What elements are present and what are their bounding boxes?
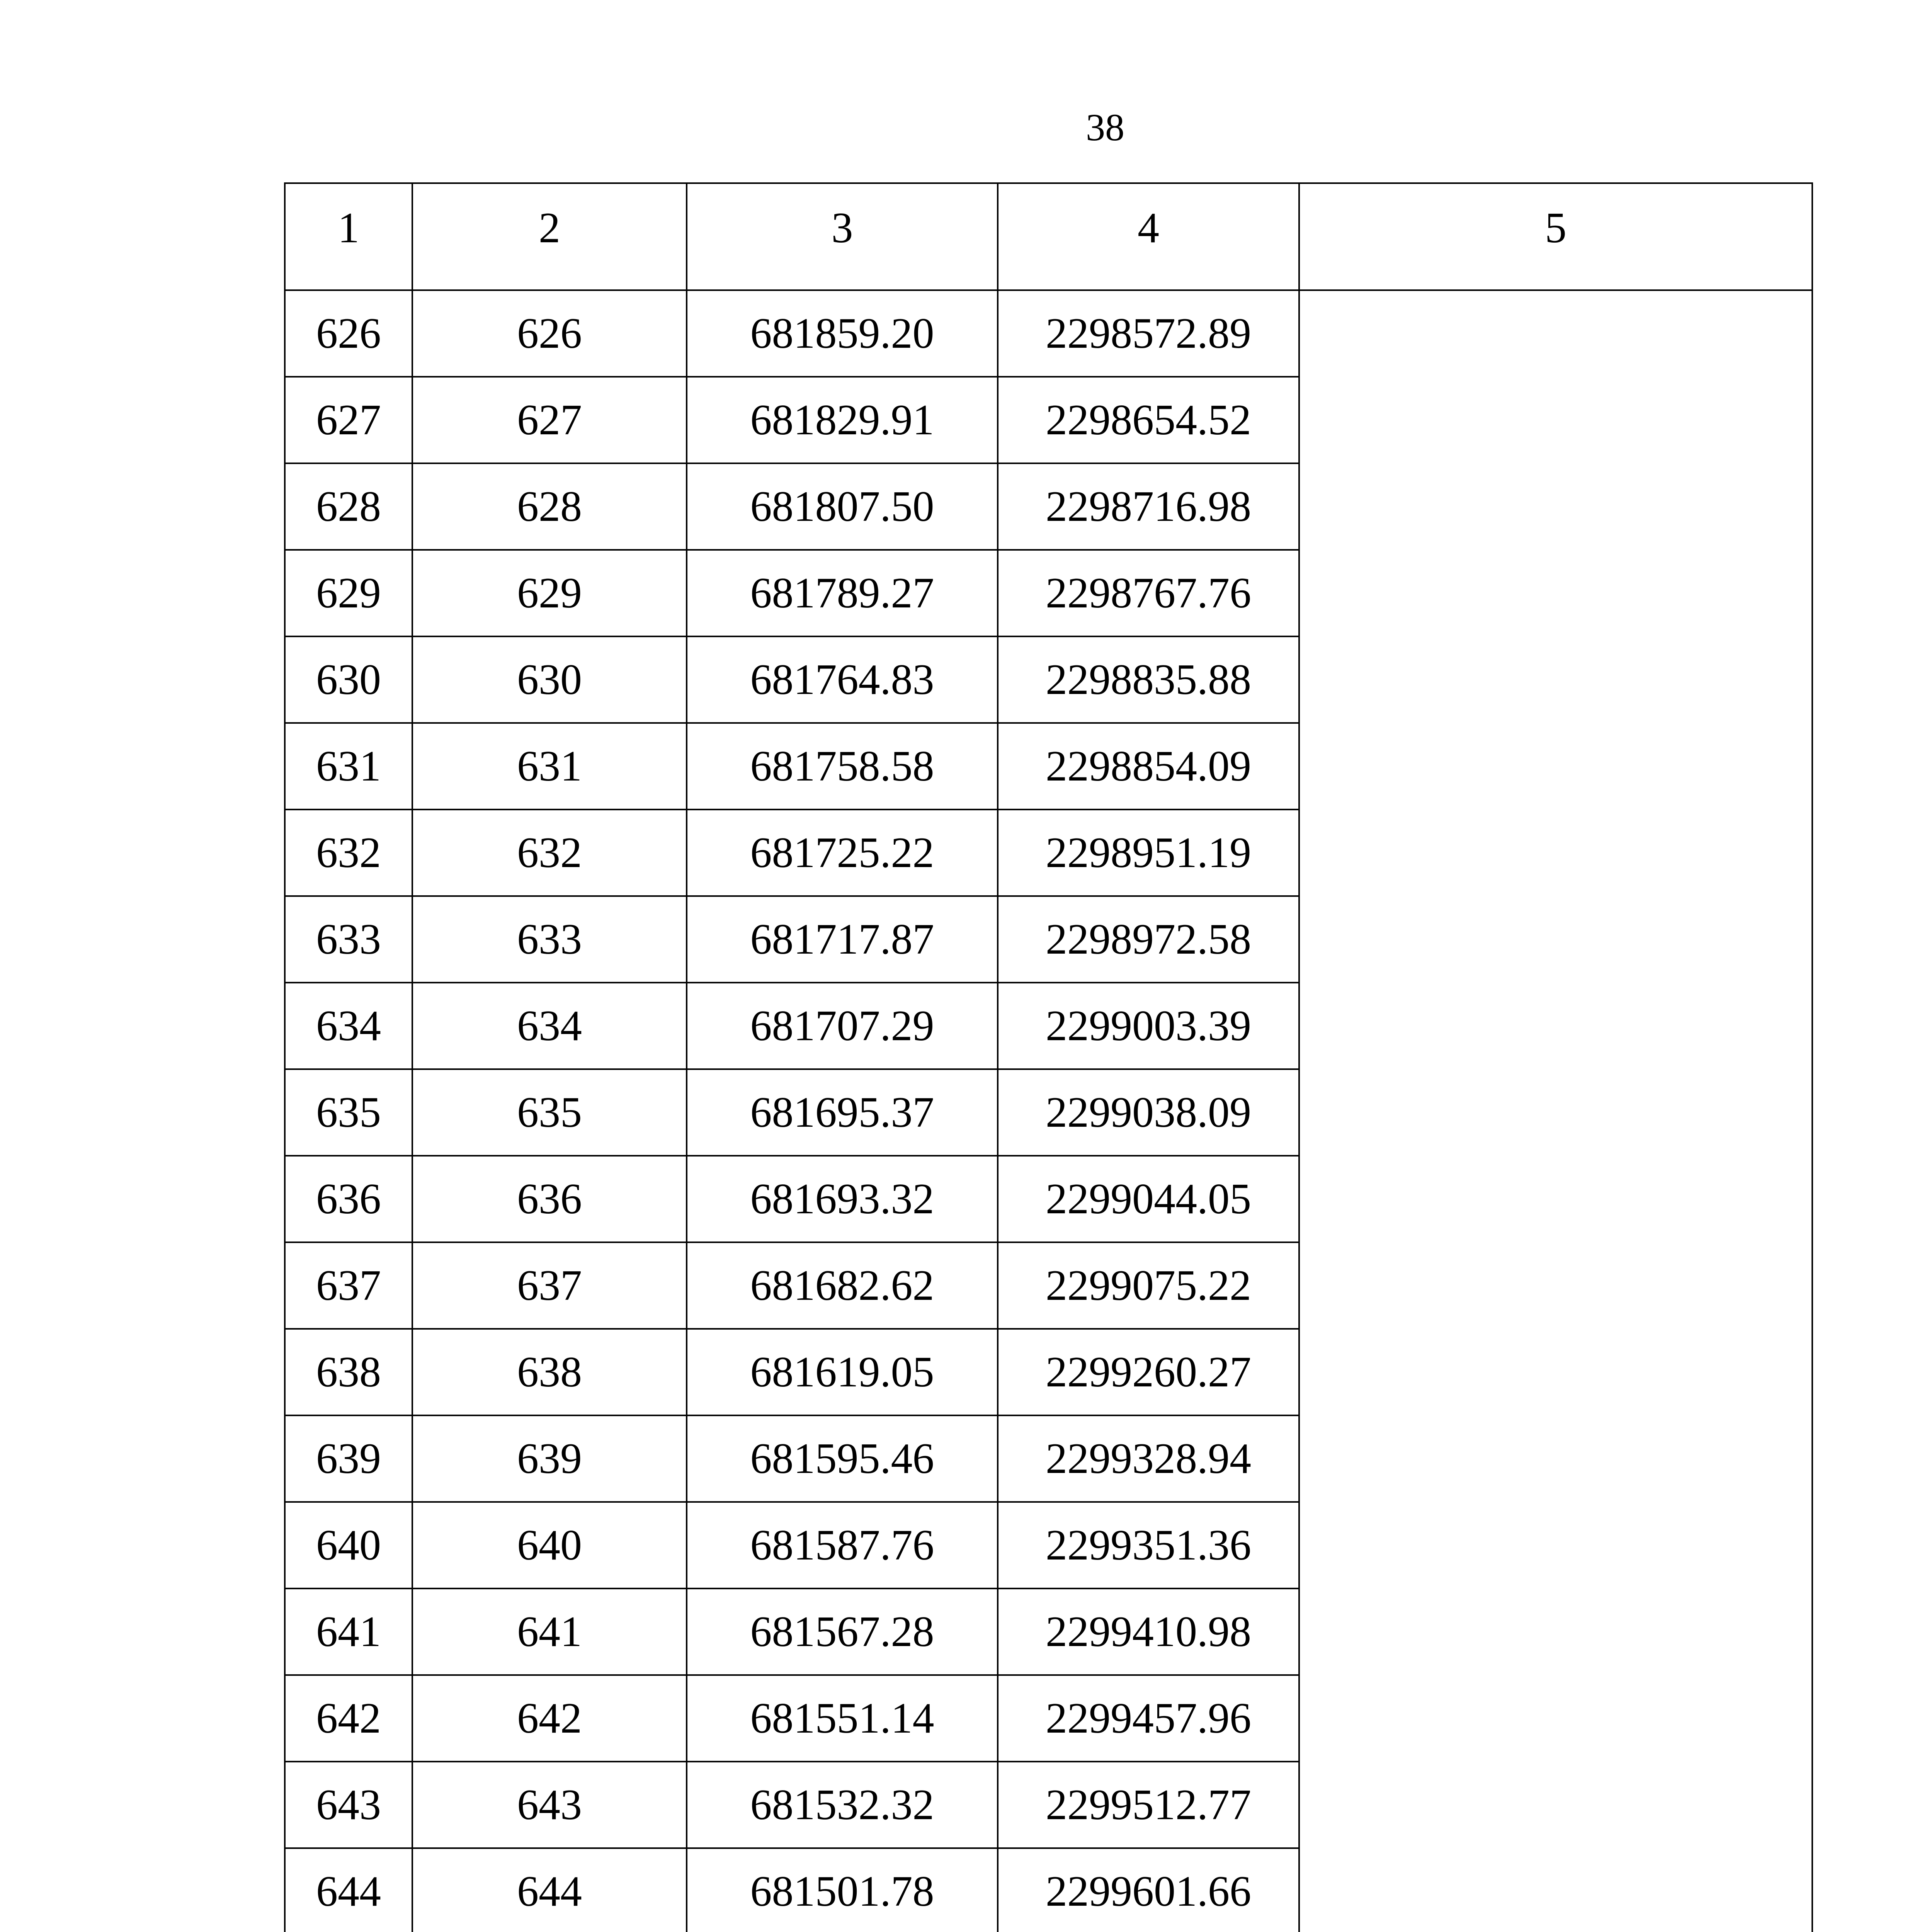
point-number-cell: 642 — [412, 1675, 687, 1762]
x-coordinate-cell: 681807.50 — [687, 463, 998, 550]
point-number-cell: 643 — [412, 1762, 687, 1848]
column-header-5: 5 — [1299, 183, 1812, 290]
table-row — [285, 290, 1812, 377]
point-number-cell: 644 — [412, 1848, 687, 1932]
point-number-cell: 641 — [412, 1588, 687, 1675]
x-coordinate-cell: 681764.83 — [687, 636, 998, 723]
point-number-cell: 627 — [412, 377, 687, 463]
y-coordinate-cell: 2299601.66 — [998, 1848, 1299, 1932]
column-header-2: 2 — [412, 183, 687, 290]
table-body — [285, 183, 1812, 1932]
point-number-cell: 628 — [412, 463, 687, 550]
row-number-cell: 635 — [285, 1069, 412, 1156]
coordinates-table — [284, 182, 1813, 1932]
point-number-cell: 629 — [412, 550, 687, 636]
x-coordinate-cell: 681551.14 — [687, 1675, 998, 1762]
point-number-cell: 634 — [412, 983, 687, 1069]
x-coordinate-cell: 681567.28 — [687, 1588, 998, 1675]
point-number-cell: 633 — [412, 896, 687, 983]
y-coordinate-cell: 2298951.19 — [998, 810, 1299, 896]
column-header-3: 3 — [687, 183, 998, 290]
row-number-cell: 639 — [285, 1415, 412, 1502]
row-number-cell: 630 — [285, 636, 412, 723]
x-coordinate-cell: 681595.46 — [687, 1415, 998, 1502]
y-coordinate-cell: 2299457.96 — [998, 1675, 1299, 1762]
x-coordinate-cell: 681758.58 — [687, 723, 998, 810]
row-number-cell: 628 — [285, 463, 412, 550]
row-number-cell: 640 — [285, 1502, 412, 1588]
y-coordinate-cell: 2299044.05 — [998, 1156, 1299, 1242]
y-coordinate-cell: 2299038.09 — [998, 1069, 1299, 1156]
row-number-cell: 641 — [285, 1588, 412, 1675]
x-coordinate-cell: 681695.37 — [687, 1069, 998, 1156]
row-number-cell: 629 — [285, 550, 412, 636]
column-header-1: 1 — [285, 183, 412, 290]
y-coordinate-cell: 2299075.22 — [998, 1242, 1299, 1329]
row-number-cell: 627 — [285, 377, 412, 463]
row-number-cell: 638 — [285, 1329, 412, 1415]
y-coordinate-cell: 2299410.98 — [998, 1588, 1299, 1675]
point-number-cell: 631 — [412, 723, 687, 810]
page-number: 38 — [1086, 106, 1124, 149]
table-header-row — [285, 183, 1812, 290]
row-number-cell: 636 — [285, 1156, 412, 1242]
point-number-cell: 639 — [412, 1415, 687, 1502]
y-coordinate-cell: 2298854.09 — [998, 723, 1299, 810]
x-coordinate-cell: 681682.62 — [687, 1242, 998, 1329]
x-coordinate-cell: 681693.32 — [687, 1156, 998, 1242]
row-number-cell: 643 — [285, 1762, 412, 1848]
point-number-cell: 636 — [412, 1156, 687, 1242]
row-number-cell: 632 — [285, 810, 412, 896]
x-coordinate-cell: 681707.29 — [687, 983, 998, 1069]
y-coordinate-cell: 2298835.88 — [998, 636, 1299, 723]
x-coordinate-cell: 681859.20 — [687, 290, 998, 377]
point-number-cell: 632 — [412, 810, 687, 896]
y-coordinate-cell: 2298972.58 — [998, 896, 1299, 983]
x-coordinate-cell: 681829.91 — [687, 377, 998, 463]
point-number-cell: 637 — [412, 1242, 687, 1329]
row-number-cell: 631 — [285, 723, 412, 810]
y-coordinate-cell: 2299328.94 — [998, 1415, 1299, 1502]
x-coordinate-cell: 681501.78 — [687, 1848, 998, 1932]
point-number-cell: 640 — [412, 1502, 687, 1588]
point-number-cell: 626 — [412, 290, 687, 377]
x-coordinate-cell: 681587.76 — [687, 1502, 998, 1588]
y-coordinate-cell: 2299512.77 — [998, 1762, 1299, 1848]
y-coordinate-cell: 2298654.52 — [998, 377, 1299, 463]
x-coordinate-cell: 681619.05 — [687, 1329, 998, 1415]
row-number-cell: 644 — [285, 1848, 412, 1932]
row-number-cell: 633 — [285, 896, 412, 983]
y-coordinate-cell: 2299351.36 — [998, 1502, 1299, 1588]
row-number-cell: 634 — [285, 983, 412, 1069]
x-coordinate-cell: 681789.27 — [687, 550, 998, 636]
point-number-cell: 638 — [412, 1329, 687, 1415]
y-coordinate-cell: 2299003.39 — [998, 983, 1299, 1069]
y-coordinate-cell: 2298767.76 — [998, 550, 1299, 636]
x-coordinate-cell: 681717.87 — [687, 896, 998, 983]
row-number-cell: 642 — [285, 1675, 412, 1762]
row-number-cell: 637 — [285, 1242, 412, 1329]
y-coordinate-cell: 2298572.89 — [998, 290, 1299, 377]
x-coordinate-cell: 681725.22 — [687, 810, 998, 896]
point-number-cell: 635 — [412, 1069, 687, 1156]
y-coordinate-cell: 2299260.27 — [998, 1329, 1299, 1415]
y-coordinate-cell: 2298716.98 — [998, 463, 1299, 550]
row-number-cell: 626 — [285, 290, 412, 377]
point-number-cell: 630 — [412, 636, 687, 723]
column-header-4: 4 — [998, 183, 1299, 290]
x-coordinate-cell: 681532.32 — [687, 1762, 998, 1848]
column-5-merged-cell — [1299, 290, 1812, 1932]
